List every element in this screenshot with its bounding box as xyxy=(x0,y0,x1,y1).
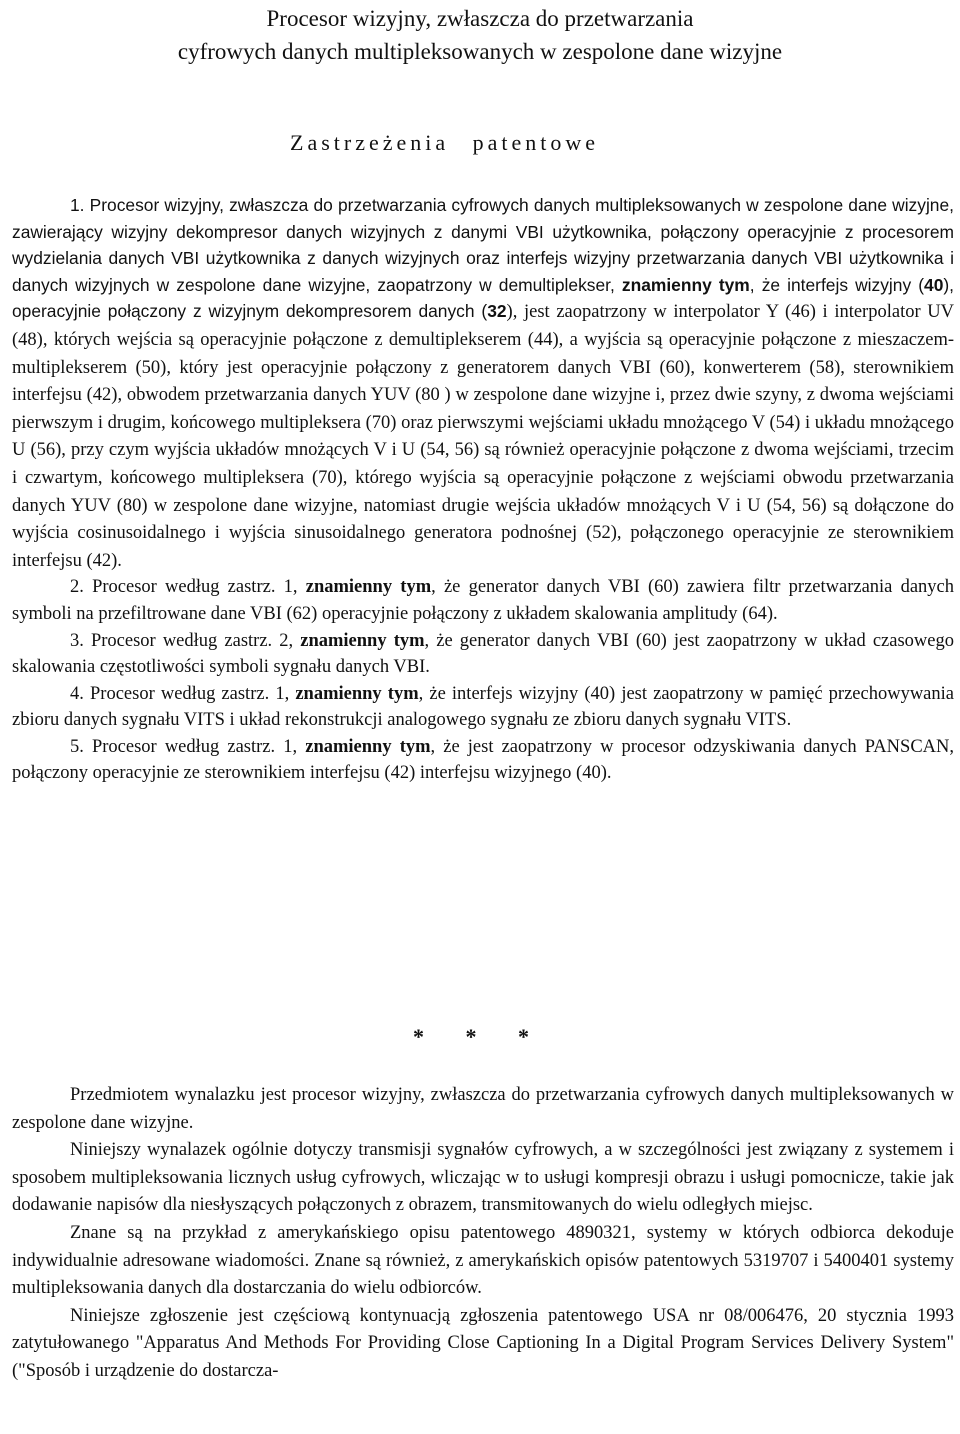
claim-2-text-a: 2. Procesor według zastrz. 1, xyxy=(70,577,298,598)
claim-1-ref-40: 40 xyxy=(924,274,944,295)
claims-section xyxy=(12,192,954,787)
claim-1-text-d: ), jest zaopatrzony w interpolator Y (46) i interpolator UV (48), których wejścia są operacyjnie połączone z demultiplekserem (44), a wyjścia są operacyjnie połączone z mieszaczem-multiplekserem (50), który jest operacyjnie połączony z generatorem danych VBI (60), konwerterem (58), sterownikiem interfejsu (42), obwodem przetwarzania danych YUV (80 ) w zespolone dane wizyjne i, przez dwie szyny, z dwoma wejściami pierwszym i drugim, końcowego multipleksera (70) oraz pierwszymi wejściami układu mnożącego V (54) i układu mnożącego U (56), przy czym wyjścia układów mnożących V i U (54, 56) są również operacyjnie połączone z dwoma wejściami, trzecim i czwartym, końcowego multipleksera (70), którego wyjścia są operacyjnie połączone z wejściami obwodu przetwarzania danych YUV (80) w zespolone dane wizyjne, natomiast drugie wejścia układów mnożących V i U (54, 56) są dołączone do wyjścia cosinusoidalnego i wyjścia sinusoidalnego generatora podnośnej (52), połączonego operacyjnie ze sterownikiem interfejsu (42). xyxy=(12,302,954,571)
description-paragraph-4: Niniejsze zgłoszenie jest częściową kontynuacją zgłoszenia patentowego USA nr 08/006476, 20 stycznia 1993 zatytułowanego "Apparatus And Methods For Providing Close Captioning In a Digital Program Services Delivery System" ("Sposób i urządzenie do dostarcza- xyxy=(12,1305,954,1381)
document-title xyxy=(60,2,900,68)
claim-5-text-a: 5. Procesor według zastrz. 1, xyxy=(70,736,298,757)
claim-4-text-a: 4. Procesor według zastrz. 1, xyxy=(70,683,290,704)
description-paragraph-3: Znane są na przykład z amerykańskiego opisu patentowego 4890321, systemy w których odbiorca dekoduje indywidualnie adresowane wiadomości. Znane są również, z amerykańskich opisów patentowych 5319707 i 5400401 systemy multipleksowania danych dla dostarczania do wielu odbiorców. xyxy=(12,1222,954,1299)
description-paragraph-1: Przedmiotem wynalazku jest procesor wizyjny, zwłaszcza do przetwarzania cyfrowych danych multipleksowanych w zespolone dane wizyjne. xyxy=(12,1085,954,1133)
claim-4-text-b: , że interfejs wizyjny (40) jest zaopatrzony w pamięć przechowywania zbioru danych sygnału VITS i układ rekonstrukcji analogowego sygnału ze zbioru danych sygnału VITS. xyxy=(12,683,954,731)
claim-5-bold-phrase: znamienny tym xyxy=(305,736,431,757)
claim-1 xyxy=(12,192,954,574)
claim-1-text-a: 1. Procesor wizyjny, zwłaszcza do przetwarzania cyfrowych danych multipleksowanych w zespolone dane wizyjne, zawierający wizyjny dekompresor danych wizyjnych z danymi VBI użytkownika, połączony operacyjnie z procesorem wydzielania danych VBI użytkownika z danych wizyjnych oraz interfejs wizyjny przetwarzania danych VBI użytkownika i danych wizyjnych w zespolone dane wizyjne, zaopatrzony w demultiplekser, xyxy=(12,195,954,295)
claim-3 xyxy=(12,628,954,681)
claim-4-bold-phrase: znamienny tym xyxy=(295,683,419,704)
claim-4 xyxy=(12,681,954,734)
claim-3-text-b: , że generator danych VBI (60) jest zaopatrzony w układ czasowego skalowania częstotliwości symboli sygnału danych VBI. xyxy=(12,630,954,678)
section-separator: * * * xyxy=(413,1024,547,1049)
claim-5-text-b: , że jest zaopatrzony w procesor odzyskiwania danych PANSCAN, połączony operacyjnie ze sterownikiem interfejsu (42) interfejsu wizyjnego (40). xyxy=(12,736,955,784)
claim-3-text-a: 3. Procesor według zastrz. 2, xyxy=(70,630,294,651)
claim-2-bold-phrase: znamienny tym xyxy=(305,577,432,598)
claim-1-bold-phrase: znamienny tym xyxy=(621,274,750,295)
description-paragraph-2: Niniejszy wynalazek ogólnie dotyczy transmisji sygnałów cyfrowych, a w szczególności jest związany z systemem i sposobem multipleksowania licznych usług cyfrowych, wliczając w to usługi kompresji obrazu i usługi pomocnicze, takie jak dodawanie napisów dla niesłyszących połączonych z obrazem, transmitowanych do wielu odległych miejsc. xyxy=(12,1140,954,1216)
claim-2-text-b: , że generator danych VBI (60) zawiera filtr przetwarzania danych symboli na przefiltrowane dane VBI (62) operacyjnie połączony z układem skalowania amplitudy (64). xyxy=(12,577,955,624)
claim-1-text-c: ), operacyjnie połączony z wizyjnym dekompresorem danych ( xyxy=(12,274,954,322)
title-line-1: Procesor wizyjny, zwłaszcza do przetwarzania xyxy=(266,6,694,31)
claim-5 xyxy=(12,734,954,787)
claim-1-ref-32: 32 xyxy=(487,301,507,322)
claim-3-bold-phrase: znamienny tym xyxy=(300,630,425,651)
description-section xyxy=(12,1082,954,1386)
section-heading-claims: Zastrzeżenia patentowe xyxy=(290,130,600,155)
title-line-2: cyfrowych danych multipleksowanych w zespolone dane wizyjne xyxy=(177,39,783,64)
claim-2 xyxy=(12,574,954,627)
claim-1-text-b: , że interfejs wizyjny ( xyxy=(749,274,925,295)
